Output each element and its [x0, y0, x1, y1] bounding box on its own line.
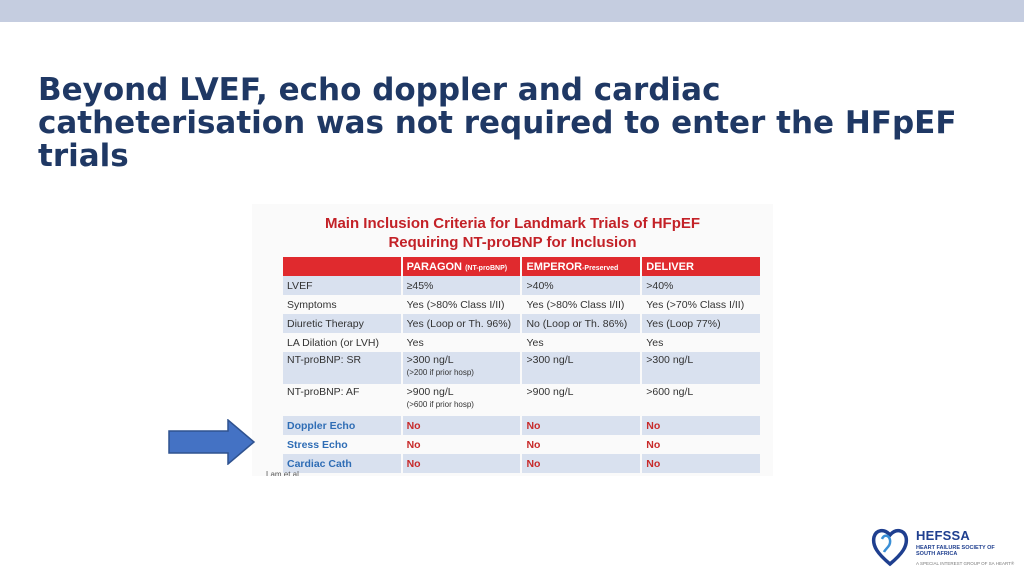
table-row: [283, 416, 761, 435]
cell-deliver: No: [641, 416, 761, 435]
cropped-caption: Lam et al.: [266, 470, 302, 476]
table-row: [283, 435, 761, 454]
cell-paragon-value: >300 ng/L: [406, 354, 454, 366]
header-paragon-sub: (NT-proBNP): [465, 264, 508, 272]
cell-paragon: No: [402, 435, 522, 454]
cell-deliver: Yes (>70% Class I/II): [641, 295, 761, 314]
row-label: NT-proBNP: AF: [283, 384, 402, 416]
row-label: Doppler Echo: [283, 416, 402, 435]
slide-title-line-3: trials: [38, 138, 129, 174]
cell-emperor: >40%: [521, 276, 641, 295]
cell-emperor: >300 ng/L: [521, 352, 641, 384]
slide-title: [38, 74, 998, 173]
cell-deliver: No: [641, 454, 761, 473]
table-header-row: [283, 257, 761, 276]
cell-deliver: >600 ng/L: [641, 384, 761, 416]
header-emperor: [521, 257, 641, 276]
row-label: Cardiac Cath: [283, 454, 402, 473]
cell-paragon: ≥45%: [402, 276, 522, 295]
table-title-line-1: Main Inclusion Criteria for Landmark Trials of HFpEF: [324, 215, 701, 232]
cell-emperor: Yes: [521, 333, 641, 352]
table-row: [283, 276, 761, 295]
cell-paragon: Yes: [402, 333, 522, 352]
slide-title-line-2: catheterisation was not required to enter the HFpEF: [38, 105, 957, 141]
table-row: [283, 454, 761, 473]
cell-paragon: No: [402, 416, 522, 435]
cell-emperor: No (Loop or Th. 86%): [521, 314, 641, 333]
header-deliver: DELIVER: [641, 257, 761, 276]
header-emperor-sub: -Preserved: [582, 264, 619, 272]
header-paragon-label: PARAGON: [406, 260, 463, 273]
cell-paragon-value: >900 ng/L: [406, 386, 454, 398]
row-label: Symptoms: [283, 295, 402, 314]
table-row: [283, 333, 761, 352]
table-row: [283, 352, 761, 384]
header-emperor-label: EMPEROR: [526, 260, 583, 273]
cell-paragon: [402, 384, 522, 416]
criteria-table: [283, 257, 762, 473]
row-label: LVEF: [283, 276, 402, 295]
right-arrow-icon: [168, 419, 256, 465]
cell-deliver: >300 ng/L: [641, 352, 761, 384]
header-criterion: [283, 257, 402, 276]
cell-paragon: Yes (Loop or Th. 96%): [402, 314, 522, 333]
cell-deliver: Yes: [641, 333, 761, 352]
cell-emperor: No: [521, 435, 641, 454]
inclusion-criteria-table-image: [252, 204, 773, 476]
cell-deliver: Yes (Loop 77%): [641, 314, 761, 333]
row-label: LA Dilation (or LVH): [283, 333, 402, 352]
cell-emperor: No: [521, 416, 641, 435]
cell-deliver: >40%: [641, 276, 761, 295]
cell-deliver: No: [641, 435, 761, 454]
hefssa-logo: [870, 524, 1020, 570]
row-label: NT-proBNP: SR: [283, 352, 402, 384]
cell-emperor: No: [521, 454, 641, 473]
table-row: [283, 384, 761, 416]
top-banner-bar: [0, 0, 1024, 22]
row-label: Stress Echo: [283, 435, 402, 454]
row-label: Diuretic Therapy: [283, 314, 402, 333]
table-title: [252, 214, 773, 252]
cell-emperor: >900 ng/L: [521, 384, 641, 416]
header-paragon: [402, 257, 522, 276]
slide-title-line-1: Beyond LVEF, echo doppler and cardiac: [38, 72, 721, 108]
cell-paragon: Yes (>80% Class I/II): [402, 295, 522, 314]
cell-paragon-note: (>200 if prior hosp): [406, 368, 474, 377]
cell-paragon: [402, 352, 522, 384]
cell-paragon-note: (>600 if prior hosp): [406, 400, 474, 409]
table-title-line-2: Requiring NT-proBNP for Inclusion: [388, 234, 637, 251]
cell-paragon: No: [402, 454, 522, 473]
logo-tagline: A SPECIAL INTEREST GROUP OF SA HEART®: [916, 561, 1015, 566]
table-row: [283, 295, 761, 314]
logo-name: HEFSSA: [916, 528, 970, 543]
table-row: [283, 314, 761, 333]
cell-emperor: Yes (>80% Class I/II): [521, 295, 641, 314]
logo-subtitle: HEART FAILURE SOCIETY OF SOUTH AFRICA: [916, 545, 995, 557]
heart-logo-icon: [870, 524, 910, 568]
